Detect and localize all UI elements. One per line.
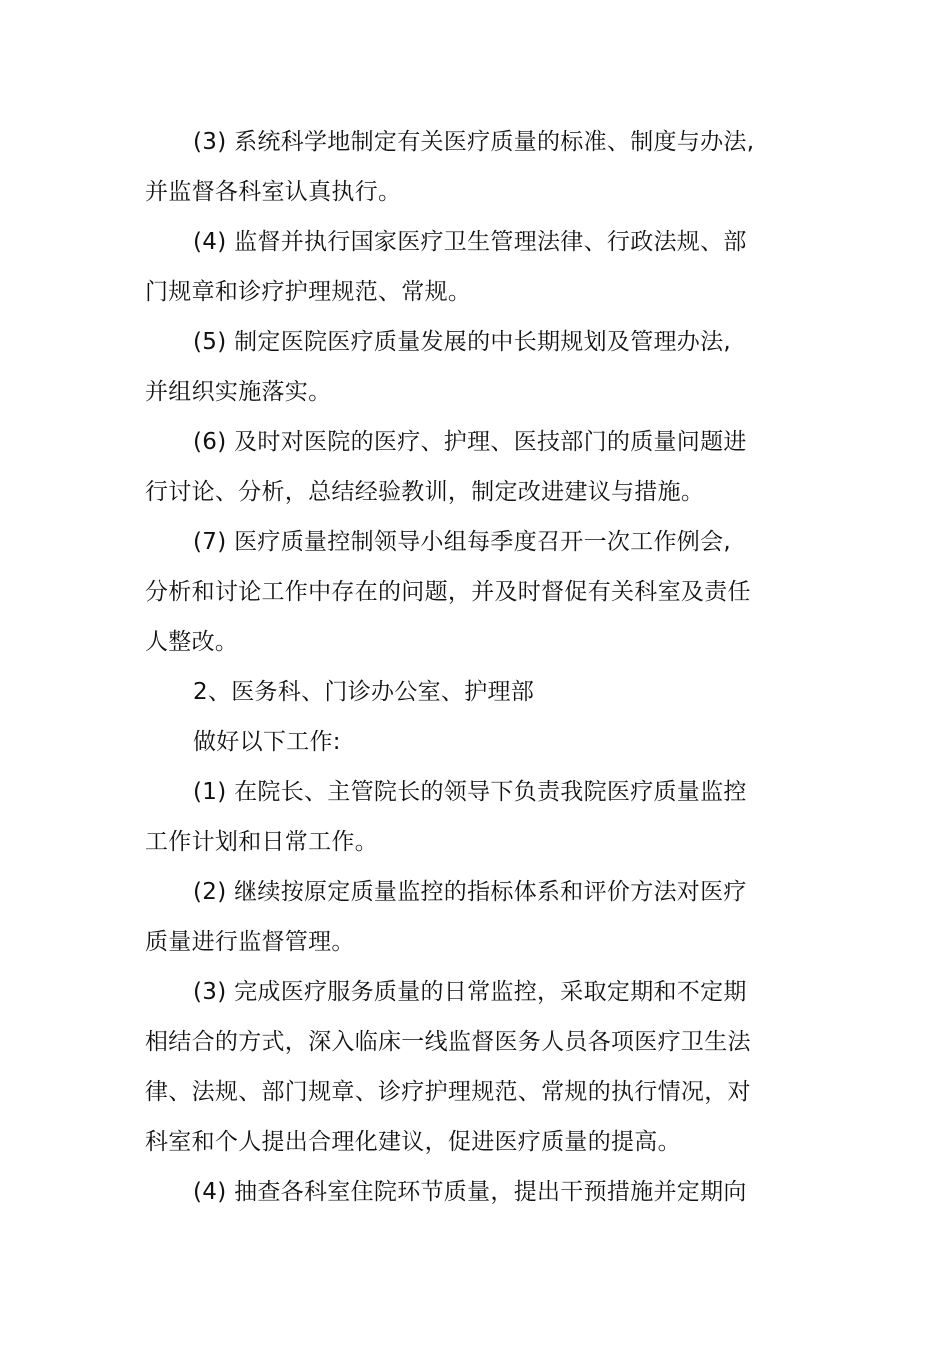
section-heading: 2、医务科、门诊办公室、护理部	[193, 679, 535, 705]
item-3-line-1: (3) 完成医疗服务质量的日常监控，采取定期和不定期	[193, 979, 747, 1005]
item-3-line-3: 律、法规、部门规章、诊疗护理规范、常规的执行情况，对	[145, 1079, 751, 1105]
section-intro: 做好以下工作:	[193, 729, 341, 755]
paragraph-4-line-1: (4) 监督并执行国家医疗卫生管理法律、行政法规、部	[193, 229, 747, 255]
paragraph-3-line-2: 并监督各科室认真执行。	[145, 179, 402, 205]
paragraph-6-line-1: (6) 及时对医院的医疗、护理、医技部门的质量问题进	[193, 429, 747, 455]
item-2-line-1: (2) 继续按原定质量监控的指标体系和评价方法对医疗	[193, 879, 747, 905]
paragraph-3-line-1: (3) 系统科学地制定有关医疗质量的标准、制度与办法,	[193, 129, 755, 155]
item-2-line-2: 质量进行监督管理。	[145, 929, 355, 955]
item-3-line-2: 相结合的方式，深入临床一线监督医务人员各项医疗卫生法	[145, 1029, 751, 1055]
paragraph-6-line-2: 行讨论、分析，总结经验教训，制定改进建议与措施。	[145, 479, 705, 505]
paragraph-5-line-1: (5) 制定医院医疗质量发展的中长期规划及管理办法,	[193, 329, 732, 355]
paragraph-7-line-1: (7) 医疗质量控制领导小组每季度召开一次工作例会,	[193, 529, 732, 555]
paragraph-7-line-2: 分析和讨论工作中存在的问题，并及时督促有关科室及责任	[145, 579, 751, 605]
item-3-line-4: 科室和个人提出合理化建议，促进医疗质量的提高。	[145, 1129, 681, 1155]
item-1-line-2: 工作计划和日常工作。	[145, 829, 378, 855]
paragraph-4-line-2: 门规章和诊疗护理规范、常规。	[145, 279, 472, 305]
item-1-line-1: (1) 在院长、主管院长的领导下负责我院医疗质量监控	[193, 779, 747, 805]
paragraph-5-line-2: 并组织实施落实。	[145, 379, 332, 405]
item-4-line-1: (4) 抽查各科室住院环节质量，提出干预措施并定期向	[193, 1179, 747, 1205]
paragraph-7-line-3: 人整改。	[145, 629, 239, 655]
